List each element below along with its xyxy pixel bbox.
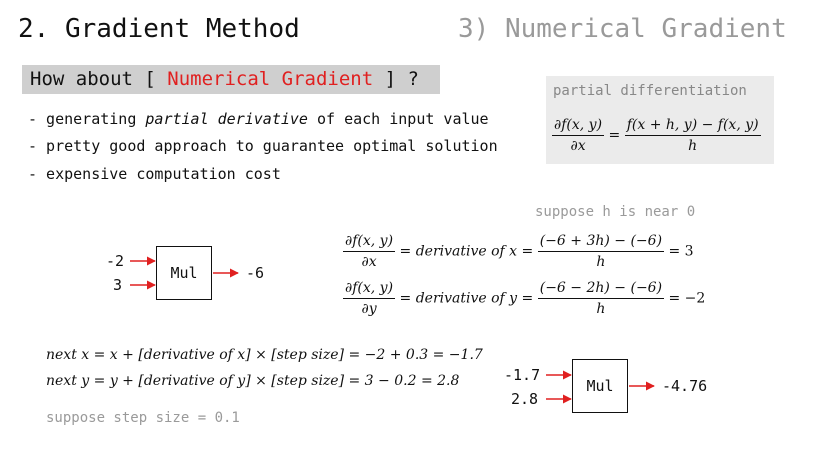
- question-prefix: How about [: [30, 68, 168, 90]
- dy-rhs-denominator: h: [596, 301, 606, 317]
- slide-title: 2. Gradient Method: [18, 14, 300, 44]
- next-y-equation: next y = y + [derivative of y] × [step size] = 3 − 0.2 = 2.8: [46, 373, 460, 389]
- dx-rhs-numerator: (−6 + 3h) − (−6): [538, 233, 664, 252]
- formula-rhs-denominator: h: [688, 138, 698, 154]
- dy-middle-text: = derivative of y =: [399, 290, 534, 307]
- dx-middle-text: = derivative of x =: [399, 243, 534, 260]
- bullet-1-pre: - generating: [28, 110, 146, 128]
- question-suffix: ] ?: [373, 68, 419, 90]
- gate2-input-y: 2.8: [511, 390, 539, 408]
- note-step-size: suppose step size = 0.1: [46, 410, 240, 426]
- slide-section-title: 3) Numerical Gradient: [458, 14, 787, 44]
- gate1-input-y: 3: [113, 276, 123, 294]
- formula-lhs-numerator: ∂f(x, y): [552, 117, 604, 136]
- dy-lhs-numerator: ∂f(x, y): [343, 280, 395, 299]
- dx-lhs-numerator: ∂f(x, y): [343, 233, 395, 252]
- gate2-output: -4.76: [662, 377, 708, 395]
- bullet-1-emphasis: partial derivative: [145, 110, 308, 128]
- dy-rhs-numerator: (−6 − 2h) − (−6): [538, 280, 664, 299]
- dy-lhs-denominator: ∂y: [361, 301, 377, 317]
- dx-lhs-denominator: ∂x: [361, 254, 377, 270]
- bullet-1-post: of each input value: [307, 110, 489, 128]
- note-h-near-zero: suppose h is near 0: [535, 204, 696, 220]
- formula-equals: =: [608, 127, 621, 144]
- gate2-label: Mul: [586, 377, 614, 395]
- formula-rhs-numerator: f(x + h, y) − f(x, y): [625, 117, 761, 136]
- next-x-equation: next x = x + [derivative of x] × [step size] = −2 + 0.3 = −1.7: [46, 347, 483, 363]
- dy-result: = −2: [668, 290, 706, 307]
- formula-lhs-denominator: ∂x: [570, 138, 586, 154]
- gate1-input-x: -2: [106, 252, 125, 270]
- question-highlight: Numerical Gradient: [167, 68, 374, 90]
- gate1-output: -6: [246, 264, 265, 282]
- dx-result: = 3: [668, 243, 694, 260]
- gate1-label: Mul: [170, 264, 198, 282]
- formula-title: partial differentiation: [553, 83, 747, 99]
- dx-rhs-denominator: h: [596, 254, 606, 270]
- gate2-input-x: -1.7: [504, 366, 541, 384]
- bullet-optimal-solution: - pretty good approach to guarantee optimal solution: [28, 137, 498, 155]
- bullet-computation-cost: - expensive computation cost: [28, 165, 281, 183]
